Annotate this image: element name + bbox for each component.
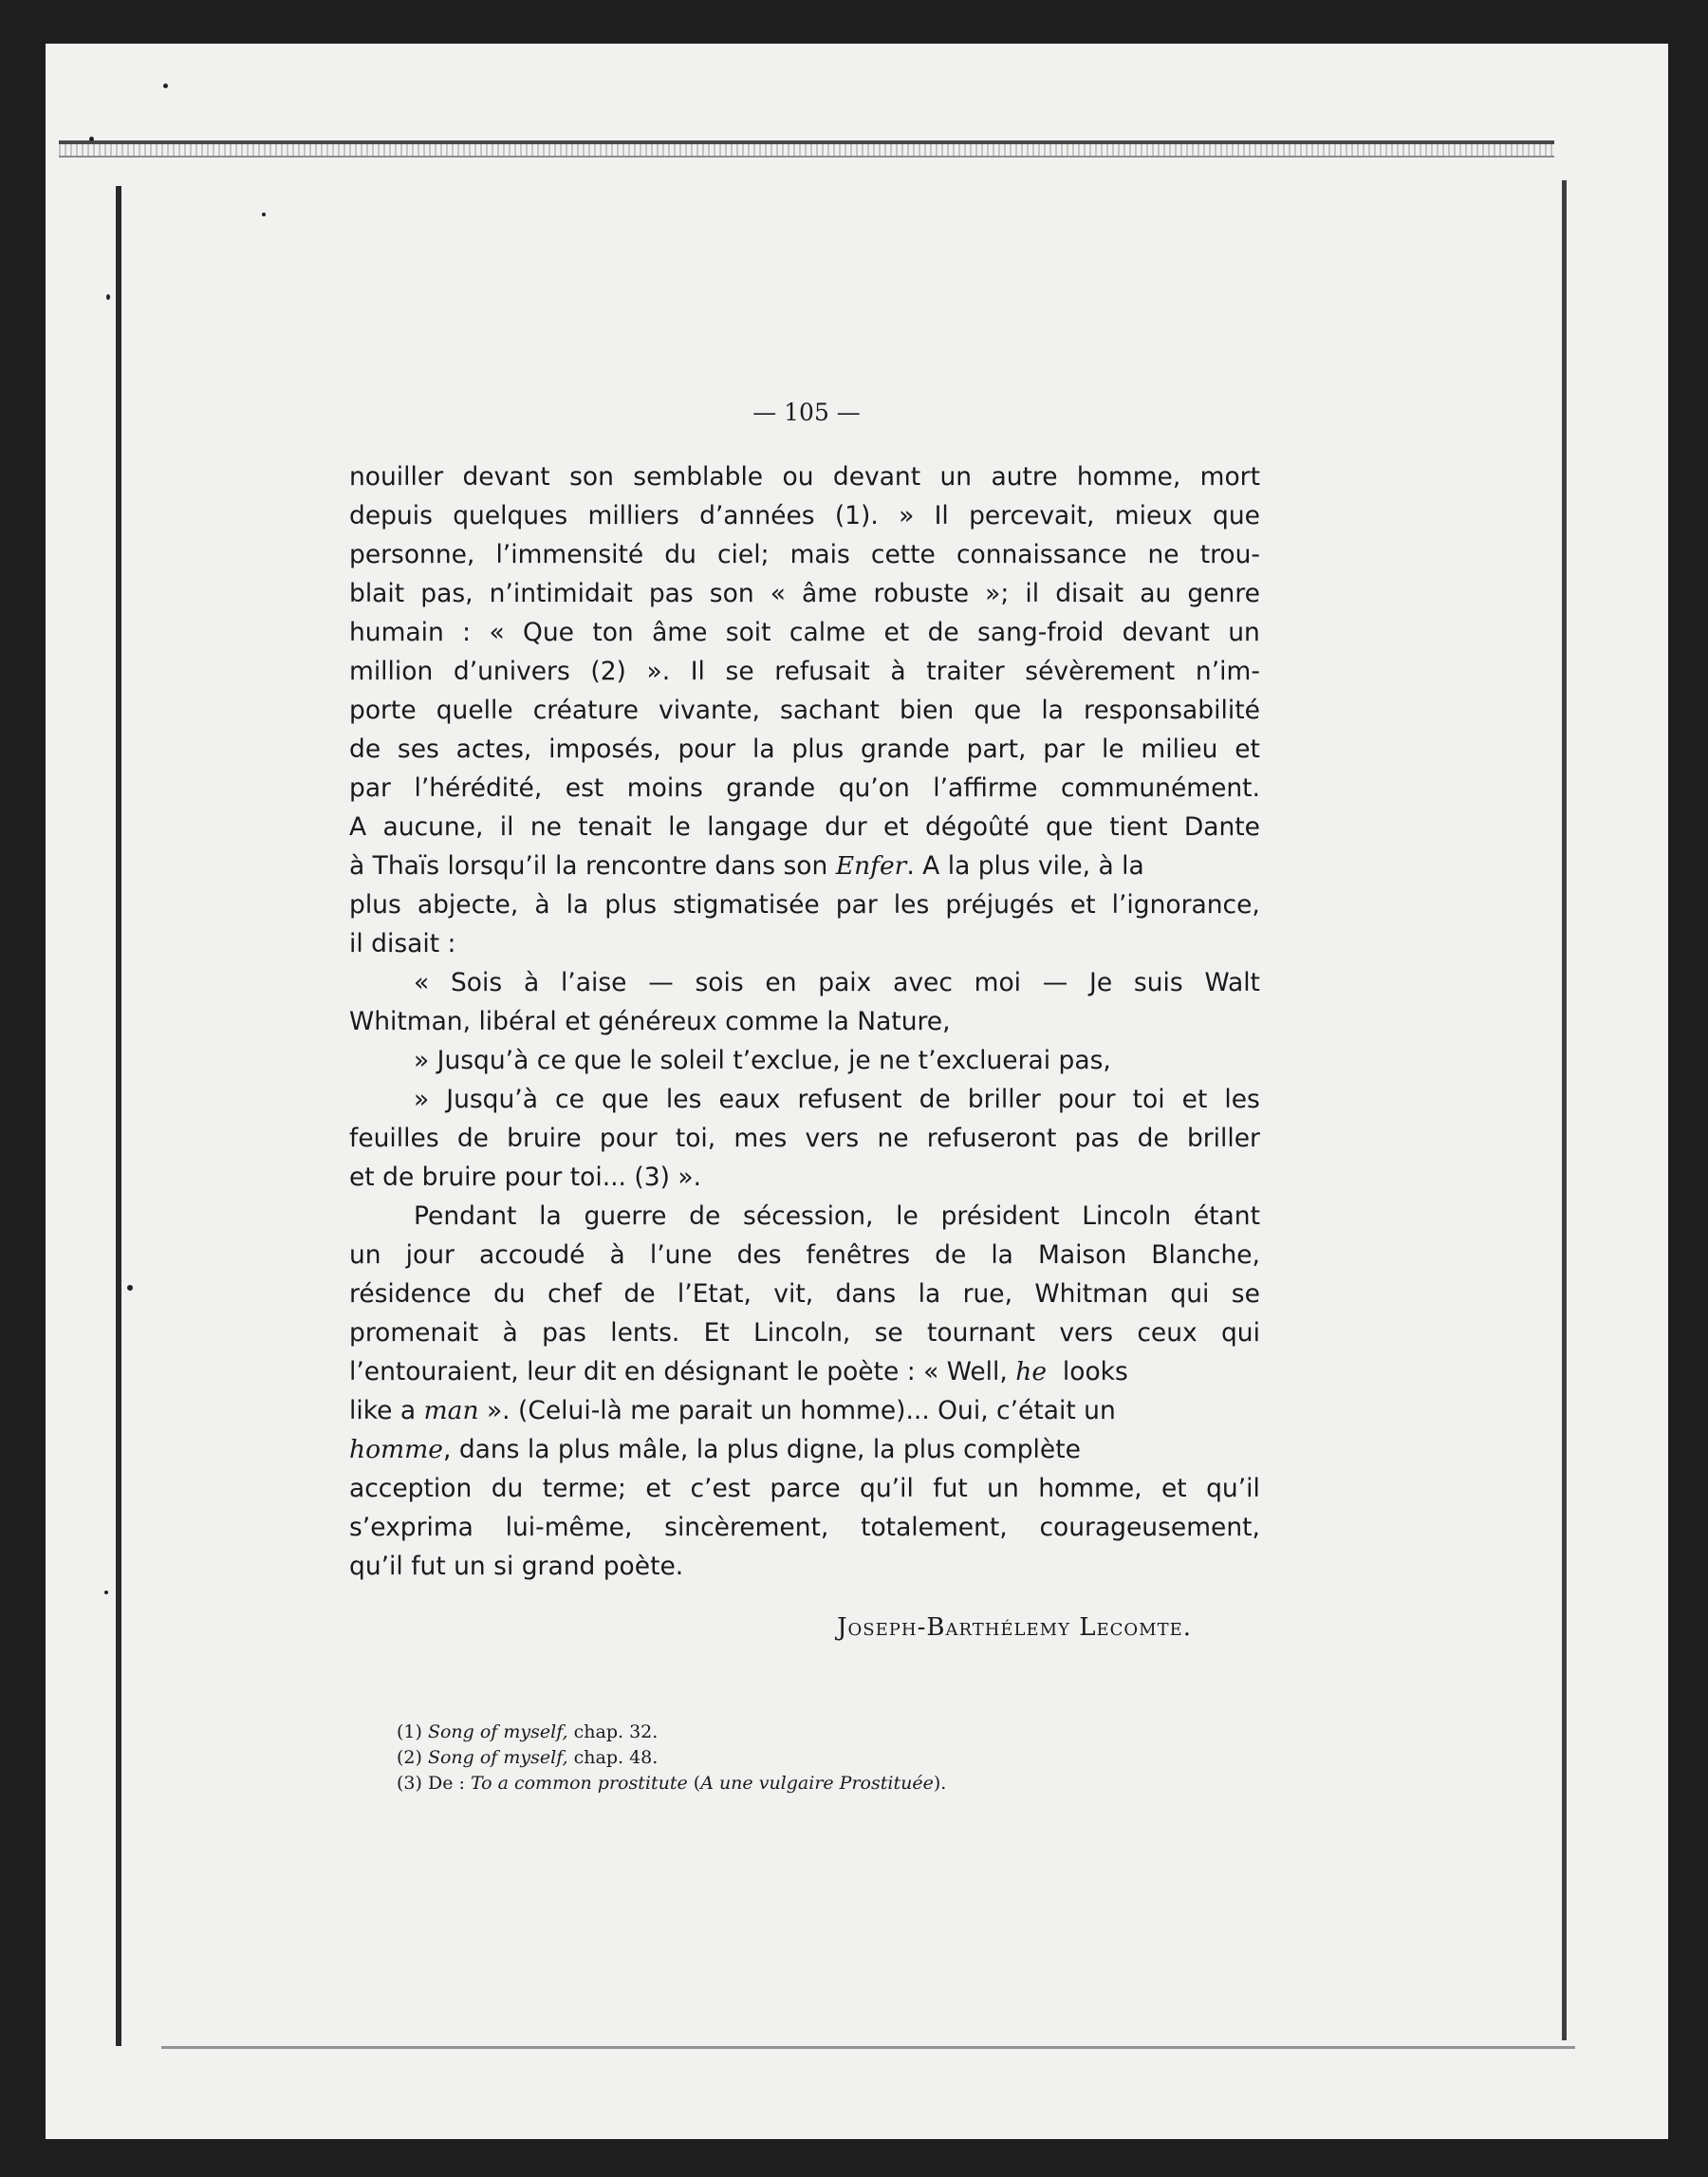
word: terme; bbox=[542, 1474, 626, 1503]
word: de bbox=[456, 1124, 489, 1153]
text-line bbox=[349, 691, 1260, 730]
page-number: — 105 — bbox=[752, 399, 861, 426]
word: qu’on bbox=[838, 773, 910, 803]
text-line bbox=[349, 574, 1260, 613]
word: Il bbox=[690, 657, 705, 686]
text-span: qu’il fut un si grand poète. bbox=[349, 1552, 684, 1581]
word: il bbox=[499, 812, 514, 842]
word: l’une bbox=[649, 1240, 713, 1270]
word: le bbox=[668, 812, 691, 842]
word: fut bbox=[933, 1474, 968, 1503]
scan-speck bbox=[106, 294, 110, 300]
word: mieux bbox=[1114, 501, 1193, 530]
word: l’Etat, bbox=[677, 1279, 752, 1309]
word: plus bbox=[791, 735, 845, 764]
word: un bbox=[1228, 618, 1260, 647]
italic-word: homme bbox=[349, 1435, 443, 1464]
word: par bbox=[1043, 735, 1086, 764]
word: courageusement, bbox=[1039, 1513, 1260, 1542]
word: totalement, bbox=[861, 1513, 1008, 1542]
word: semblable bbox=[633, 462, 764, 492]
footnote-number: (1) bbox=[397, 1721, 422, 1742]
word: du bbox=[491, 1474, 524, 1503]
word: trou- bbox=[1199, 540, 1260, 569]
word: disait bbox=[1055, 579, 1124, 608]
word: préjugés bbox=[945, 890, 1054, 920]
word: pour bbox=[599, 1124, 658, 1153]
text-line bbox=[349, 1469, 1260, 1508]
word: milliers bbox=[587, 501, 679, 530]
word: et bbox=[1160, 1474, 1187, 1503]
footnote-number: (3) bbox=[397, 1773, 422, 1794]
word: ce bbox=[555, 1085, 585, 1114]
word: sévèrement bbox=[1025, 657, 1176, 686]
word: — bbox=[1042, 968, 1068, 997]
footnote-title: A une vulgaire Prostituée bbox=[700, 1773, 934, 1794]
footnote-title: Song of myself, bbox=[427, 1747, 568, 1768]
word: stigmatisée bbox=[673, 890, 820, 920]
scan-border-bottom bbox=[161, 2046, 1575, 2049]
text-line bbox=[349, 1391, 1260, 1430]
word: cette bbox=[870, 540, 936, 569]
text-line bbox=[349, 613, 1260, 652]
footnote-text: De : bbox=[427, 1773, 465, 1794]
word: refusait bbox=[774, 657, 870, 686]
word: parce bbox=[770, 1474, 841, 1503]
word: autre bbox=[991, 462, 1058, 492]
word: ». bbox=[646, 657, 671, 686]
word: plus bbox=[604, 890, 658, 920]
text-span: like a bbox=[349, 1396, 417, 1425]
footnote-text: chap. 48. bbox=[573, 1747, 659, 1768]
footnotes bbox=[397, 1720, 1156, 1796]
word: un bbox=[939, 462, 973, 492]
word: son bbox=[569, 462, 614, 492]
word: les bbox=[665, 1085, 702, 1114]
word: l’affirme bbox=[933, 773, 1038, 803]
footnote-3 bbox=[397, 1771, 1156, 1796]
word: toi, bbox=[675, 1124, 716, 1153]
footnote-text: ). bbox=[933, 1773, 947, 1794]
word: la bbox=[1041, 696, 1064, 725]
word: étant bbox=[1193, 1201, 1260, 1231]
word: dans bbox=[835, 1279, 897, 1309]
word: « bbox=[414, 968, 430, 997]
word: à bbox=[609, 1240, 625, 1270]
word: A bbox=[349, 812, 367, 842]
word: à bbox=[534, 890, 550, 920]
word: calme bbox=[789, 618, 866, 647]
word: que bbox=[601, 1085, 649, 1114]
text-span: . A la plus vile, à la bbox=[906, 851, 1144, 881]
word: sang-froid bbox=[977, 618, 1105, 647]
word: du bbox=[492, 1279, 526, 1309]
word: sois bbox=[695, 968, 744, 997]
word: d’univers bbox=[453, 657, 570, 686]
word: eaux bbox=[718, 1085, 781, 1114]
word: rue, bbox=[962, 1279, 1013, 1309]
word: briller bbox=[1186, 1124, 1260, 1153]
word: grande bbox=[726, 773, 816, 803]
text-line bbox=[349, 496, 1260, 535]
word: âme bbox=[652, 618, 708, 647]
word: « bbox=[489, 618, 505, 647]
word: Whitman bbox=[1034, 1279, 1149, 1309]
word: milieu bbox=[1141, 735, 1218, 764]
word: genre bbox=[1187, 579, 1260, 608]
word: l’hérédité, bbox=[414, 773, 543, 803]
word: l’immensité bbox=[495, 540, 644, 569]
text-line bbox=[349, 535, 1260, 574]
text-line bbox=[349, 1002, 1260, 1041]
word: et bbox=[645, 1474, 672, 1503]
word: imposés, bbox=[548, 735, 661, 764]
word: des bbox=[736, 1240, 782, 1270]
word: l’aise bbox=[560, 968, 627, 997]
word: un bbox=[349, 1240, 381, 1270]
word: président bbox=[940, 1201, 1060, 1231]
word: à bbox=[502, 1318, 518, 1348]
word: Je bbox=[1089, 968, 1113, 997]
word: son bbox=[709, 579, 754, 608]
word: qui bbox=[1220, 1318, 1260, 1348]
word: et bbox=[1181, 1085, 1208, 1114]
word: de bbox=[349, 735, 381, 764]
scan-speck bbox=[127, 1285, 133, 1291]
scan-speck bbox=[89, 137, 94, 141]
word: Lincoln, bbox=[753, 1318, 851, 1348]
word: devant bbox=[462, 462, 550, 492]
text-line bbox=[349, 963, 1260, 1002]
word: nouiller bbox=[349, 462, 444, 492]
footnote-1 bbox=[397, 1720, 1156, 1745]
word: briller bbox=[967, 1085, 1041, 1114]
word: vers bbox=[805, 1124, 860, 1153]
text-line bbox=[349, 1041, 1260, 1080]
italic-word: man bbox=[423, 1396, 479, 1425]
word: suis bbox=[1133, 968, 1183, 997]
word: actes, bbox=[455, 735, 532, 764]
word: la bbox=[918, 1279, 941, 1309]
text-line bbox=[349, 1430, 1260, 1469]
word: — bbox=[648, 968, 674, 997]
word: personne, bbox=[349, 540, 475, 569]
scan-border-top bbox=[59, 140, 1554, 158]
word: »; bbox=[985, 579, 1010, 608]
word: bruire bbox=[507, 1124, 582, 1153]
text-line bbox=[349, 1197, 1260, 1236]
author-signature: Joseph-Barthélemy Lecomte. bbox=[837, 1613, 1192, 1642]
word: homme, bbox=[1076, 462, 1181, 492]
word: Dante bbox=[1183, 812, 1260, 842]
word: pas bbox=[542, 1318, 586, 1348]
word: de bbox=[927, 618, 959, 647]
word: homme, bbox=[1038, 1474, 1142, 1503]
text-span: looks bbox=[1062, 1357, 1128, 1386]
word: robuste bbox=[873, 579, 970, 608]
word: abjecte, bbox=[417, 890, 519, 920]
word: Pendant bbox=[414, 1201, 517, 1231]
scan-speck bbox=[163, 84, 168, 88]
text-span: et de bruire pour toi... (3) ». bbox=[349, 1163, 701, 1192]
article-body bbox=[349, 457, 1260, 1586]
scan-speck bbox=[262, 213, 266, 216]
word: feuilles bbox=[349, 1124, 439, 1153]
word: que bbox=[974, 696, 1022, 725]
word: ciel; bbox=[716, 540, 770, 569]
word: lents. bbox=[610, 1318, 680, 1348]
scan-border-right bbox=[1562, 180, 1567, 2040]
word: sécession, bbox=[743, 1201, 874, 1231]
word: refusent bbox=[797, 1085, 902, 1114]
word: quelle bbox=[436, 696, 513, 725]
word: jour bbox=[405, 1240, 455, 1270]
word: accoudé bbox=[478, 1240, 585, 1270]
word: se bbox=[1231, 1279, 1260, 1309]
word: et bbox=[882, 812, 909, 842]
word: moi bbox=[974, 968, 1022, 997]
text-line bbox=[349, 808, 1260, 847]
word: » bbox=[899, 501, 915, 530]
word: le bbox=[1101, 735, 1124, 764]
word: n’im- bbox=[1195, 657, 1260, 686]
word: traiter bbox=[926, 657, 1005, 686]
word: dégoûté bbox=[924, 812, 1030, 842]
word: plus bbox=[349, 890, 401, 920]
word: pas bbox=[648, 579, 694, 608]
word: Walt bbox=[1204, 968, 1260, 997]
word: million bbox=[349, 657, 434, 686]
word: de bbox=[1137, 1124, 1169, 1153]
word: se bbox=[725, 657, 754, 686]
word: fenêtres bbox=[806, 1240, 911, 1270]
word: Et bbox=[703, 1318, 730, 1348]
footnote-title: Song of myself, bbox=[427, 1721, 568, 1742]
word: (1). bbox=[834, 501, 879, 530]
word: ne bbox=[1147, 540, 1179, 569]
word: ton bbox=[592, 618, 634, 647]
word: grande bbox=[860, 735, 950, 764]
text-line bbox=[349, 1313, 1260, 1352]
word: le bbox=[896, 1201, 919, 1231]
word: connaissance bbox=[956, 540, 1127, 569]
word: de bbox=[623, 1279, 656, 1309]
text-line bbox=[349, 652, 1260, 691]
word: : bbox=[462, 618, 472, 647]
text-line bbox=[349, 1119, 1260, 1158]
word: n’intimidait bbox=[489, 579, 633, 608]
text-line bbox=[349, 1275, 1260, 1313]
word: devant bbox=[1122, 618, 1210, 647]
word: de bbox=[935, 1240, 967, 1270]
word: et bbox=[1069, 890, 1096, 920]
word: de bbox=[919, 1085, 951, 1114]
word: un bbox=[987, 1474, 1019, 1503]
word: âme bbox=[802, 579, 858, 608]
footnote-title: To a common prostitute bbox=[470, 1773, 688, 1794]
word: ou bbox=[782, 462, 814, 492]
word: mort bbox=[1199, 462, 1260, 492]
word: Lincoln bbox=[1082, 1201, 1172, 1231]
word: les bbox=[1224, 1085, 1260, 1114]
scan-speck bbox=[104, 1591, 108, 1594]
text-span: Whitman, libéral et généreux comme la Nature, bbox=[349, 1007, 951, 1036]
word: ceux bbox=[1137, 1318, 1197, 1348]
word: langage bbox=[707, 812, 808, 842]
word: part, bbox=[966, 735, 1027, 764]
word: humain bbox=[349, 618, 444, 647]
word: tenait bbox=[578, 812, 652, 842]
text-span: à Thaïs lorsqu’il la rencontre dans son bbox=[349, 851, 828, 881]
text-line bbox=[349, 924, 1260, 963]
word: aucune, bbox=[382, 812, 484, 842]
word: mais bbox=[789, 540, 850, 569]
word: les bbox=[893, 890, 930, 920]
text-line bbox=[349, 1508, 1260, 1547]
footnote-text: chap. 32. bbox=[573, 1721, 659, 1742]
word: Il bbox=[934, 501, 949, 530]
word: devant bbox=[832, 462, 921, 492]
text-line bbox=[349, 1352, 1260, 1391]
word: ne bbox=[877, 1124, 909, 1153]
word: vers bbox=[1059, 1318, 1114, 1348]
word: quelques bbox=[453, 501, 568, 530]
word: la bbox=[752, 735, 775, 764]
text-span: l’entouraient, leur dit en désignant le poète : « Well, bbox=[349, 1357, 1008, 1386]
word: au bbox=[1140, 579, 1172, 608]
word: soit bbox=[725, 618, 771, 647]
word: pour bbox=[678, 735, 736, 764]
italic-word: he bbox=[1015, 1357, 1048, 1386]
word: de bbox=[689, 1201, 721, 1231]
scan-border-left bbox=[116, 186, 121, 2046]
word: il bbox=[1025, 579, 1040, 608]
footnote-number: (2) bbox=[397, 1747, 422, 1768]
text-line bbox=[349, 885, 1260, 924]
word: « bbox=[770, 579, 786, 608]
word: vit, bbox=[773, 1279, 814, 1309]
word: et bbox=[1235, 735, 1260, 764]
word: bien bbox=[899, 696, 955, 725]
text-line bbox=[349, 1547, 1260, 1586]
word: Blanche, bbox=[1151, 1240, 1260, 1270]
text-line bbox=[349, 1080, 1260, 1119]
word: communément. bbox=[1060, 773, 1260, 803]
word: dur bbox=[825, 812, 867, 842]
word: promenait bbox=[349, 1318, 479, 1348]
word: la bbox=[566, 890, 589, 920]
word: à bbox=[523, 968, 540, 997]
word: que bbox=[1213, 501, 1260, 530]
text-line bbox=[349, 769, 1260, 808]
word: en bbox=[765, 968, 797, 997]
text-span: , dans la plus mâle, la plus digne, la plus complète bbox=[442, 1435, 1081, 1464]
word: Jusqu’à bbox=[446, 1085, 538, 1114]
text-line bbox=[349, 1236, 1260, 1275]
text-line bbox=[349, 457, 1260, 496]
word: pour bbox=[1057, 1085, 1116, 1114]
word: à bbox=[890, 657, 906, 686]
word: toi bbox=[1132, 1085, 1165, 1114]
footnote-text: ( bbox=[693, 1773, 701, 1794]
word: vivante, bbox=[659, 696, 760, 725]
word: porte bbox=[349, 696, 417, 725]
word: pas bbox=[1074, 1124, 1120, 1153]
word: chef bbox=[548, 1279, 602, 1309]
text-span: il disait : bbox=[349, 929, 456, 958]
word: par bbox=[349, 773, 391, 803]
word: se bbox=[874, 1318, 903, 1348]
word: percevait, bbox=[969, 501, 1095, 530]
word: Maison bbox=[1037, 1240, 1127, 1270]
word: d’années bbox=[699, 501, 815, 530]
footnote-2 bbox=[397, 1745, 1156, 1771]
word: responsabilité bbox=[1084, 696, 1260, 725]
word: avec bbox=[893, 968, 953, 997]
text-line bbox=[349, 847, 1260, 885]
word: qui bbox=[1170, 1279, 1210, 1309]
word: du bbox=[664, 540, 696, 569]
word: résidence bbox=[349, 1279, 472, 1309]
word: ses bbox=[397, 735, 439, 764]
word: qu’il bbox=[1206, 1474, 1260, 1503]
word: c’est bbox=[690, 1474, 751, 1503]
word: ne bbox=[529, 812, 562, 842]
word: paix bbox=[818, 968, 872, 997]
word: moins bbox=[626, 773, 703, 803]
word: acception bbox=[349, 1474, 473, 1503]
italic-title: Enfer bbox=[835, 851, 907, 881]
word: Sois bbox=[450, 968, 503, 997]
word: (2) bbox=[590, 657, 626, 686]
word: depuis bbox=[349, 501, 433, 530]
word: tient bbox=[1109, 812, 1168, 842]
text-span: » Jusqu’à ce que le soleil t’exclue, je ne t’excluerai pas, bbox=[414, 1046, 1111, 1075]
word: blait bbox=[349, 579, 405, 608]
text-line bbox=[349, 730, 1260, 769]
word: l’ignorance, bbox=[1111, 890, 1260, 920]
text-line bbox=[349, 1158, 1260, 1197]
word: que bbox=[1045, 812, 1093, 842]
word: Que bbox=[523, 618, 574, 647]
word: sachant bbox=[780, 696, 880, 725]
word: sincèrement, bbox=[664, 1513, 829, 1542]
word: et bbox=[883, 618, 910, 647]
word: s’exprima bbox=[349, 1513, 473, 1542]
word: refuseront bbox=[926, 1124, 1057, 1153]
word: la bbox=[991, 1240, 1013, 1270]
text-span: ». (Celui-là me parait un homme)... Oui, c’était un bbox=[486, 1396, 1116, 1425]
word: pas, bbox=[420, 579, 473, 608]
word: lui-même, bbox=[505, 1513, 633, 1542]
word: mes bbox=[733, 1124, 788, 1153]
word: par bbox=[835, 890, 878, 920]
word: est bbox=[565, 773, 604, 803]
word: guerre bbox=[584, 1201, 667, 1231]
word: la bbox=[539, 1201, 562, 1231]
word: » bbox=[414, 1085, 430, 1114]
word: tournant bbox=[927, 1318, 1036, 1348]
word: créature bbox=[532, 696, 639, 725]
word: qu’il bbox=[860, 1474, 914, 1503]
